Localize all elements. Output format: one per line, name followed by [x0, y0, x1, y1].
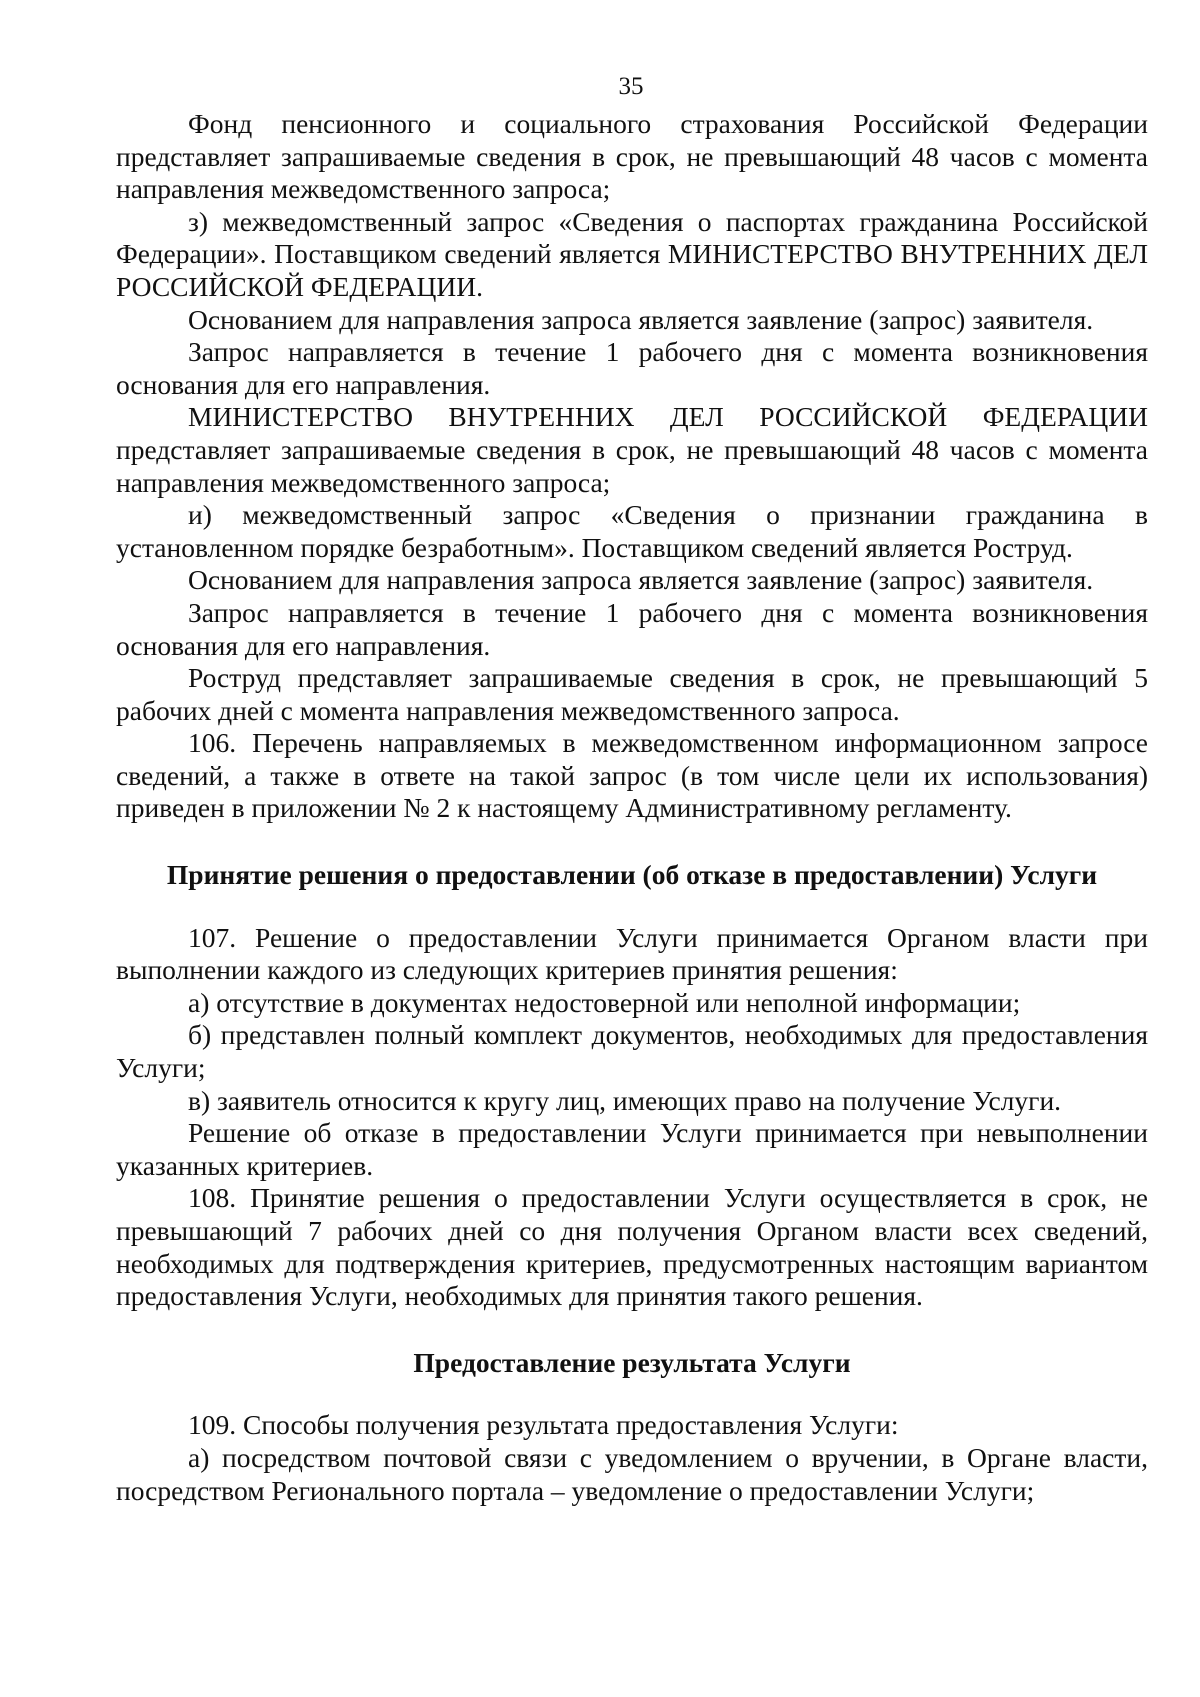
- paragraph: и) межведомственный запрос «Сведения о признании гражданина в установленном порядке безработным». Поставщиком сведений является Роструд.: [116, 499, 1148, 563]
- section-heading: Предоставление результата Услуги: [413, 1346, 851, 1378]
- paragraph: а) отсутствие в документах недостоверной или неполной информации;: [188, 986, 1021, 1018]
- paragraph: Запрос направляется в течение 1 рабочего дня с момента возникновения основания для его направления.: [116, 596, 1148, 661]
- paragraph: Запрос направляется в течение 1 рабочего дня с момента возникновения основания для его направления.: [116, 336, 1148, 400]
- paragraph: з) межведомственный запрос «Сведения о паспортах гражданина Российской Федерации». Поставщиком сведений является МИНИСТЕРСТВО ВНУТРЕННИХ ДЕЛ РОССИЙСКОЙ ФЕДЕРАЦИИ.: [116, 205, 1148, 302]
- page-number: 35: [618, 73, 644, 100]
- document-body: [116, 108, 1148, 1507]
- section-heading: Принятие решения о предоставлении (об отказе в предоставлении) Услуги: [166, 859, 1098, 891]
- paragraph: Фонд пенсионного и социального страхования Российской Федерации представляет запрашиваемые сведения в срок, не превышающий 48 часов с момента направления межведомственного запроса;: [116, 108, 1148, 205]
- paragraph: Роструд представляет запрашиваемые сведения в срок, не превышающий 5 рабочих дней с момента направления межведомственного запроса.: [116, 662, 1148, 726]
- paragraph: Основанием для направления запроса является заявление (запрос) заявителя.: [188, 303, 1094, 335]
- paragraph: а) посредством почтовой связи с уведомлением о вручении, в Органе власти, посредством Регионального портала – уведомление о предоставлении Услуги;: [116, 1441, 1148, 1506]
- paragraph: Основанием для направления запроса является заявление (запрос) заявителя.: [188, 564, 1094, 596]
- paragraph: 109. Способы получения результата предоставления Услуги:: [188, 1409, 899, 1441]
- paragraph: Решение об отказе в предоставлении Услуги принимается при невыполнении указанных критериев.: [116, 1117, 1148, 1181]
- paragraph: б) представлен полный комплект документов, необходимых для предоставления Услуги;: [116, 1019, 1148, 1084]
- paragraph: МИНИСТЕРСТВО ВНУТРЕННИХ ДЕЛ РОССИЙСКОЙ ФЕДЕРАЦИИ представляет запрашиваемые сведения в срок, не превышающий 48 часов с момента направления межведомственного запроса;: [116, 401, 1148, 498]
- paragraph: в) заявитель относится к кругу лиц, имеющих право на получение Услуги.: [188, 1084, 1062, 1116]
- paragraph: 108. Принятие решения о предоставлении Услуги осуществляется в срок, не превышающий 7 рабочих дней со дня получения Органом власти всех сведений, необходимых для подтверждения критериев, предусмотренных настоящим вариантом предоставления Услуги, необходимых для принятия такого решения.: [116, 1182, 1148, 1312]
- paragraph: 106. Перечень направляемых в межведомственном информационном запросе сведений, а также в ответе на такой запрос (в том числе цели их использования) приведен в приложении № 2 к настоящему Административному регламенту.: [116, 727, 1148, 824]
- paragraph: 107. Решение о предоставлении Услуги принимается Органом власти при выполнении каждого из следующих критериев принятия решения:: [116, 921, 1148, 986]
